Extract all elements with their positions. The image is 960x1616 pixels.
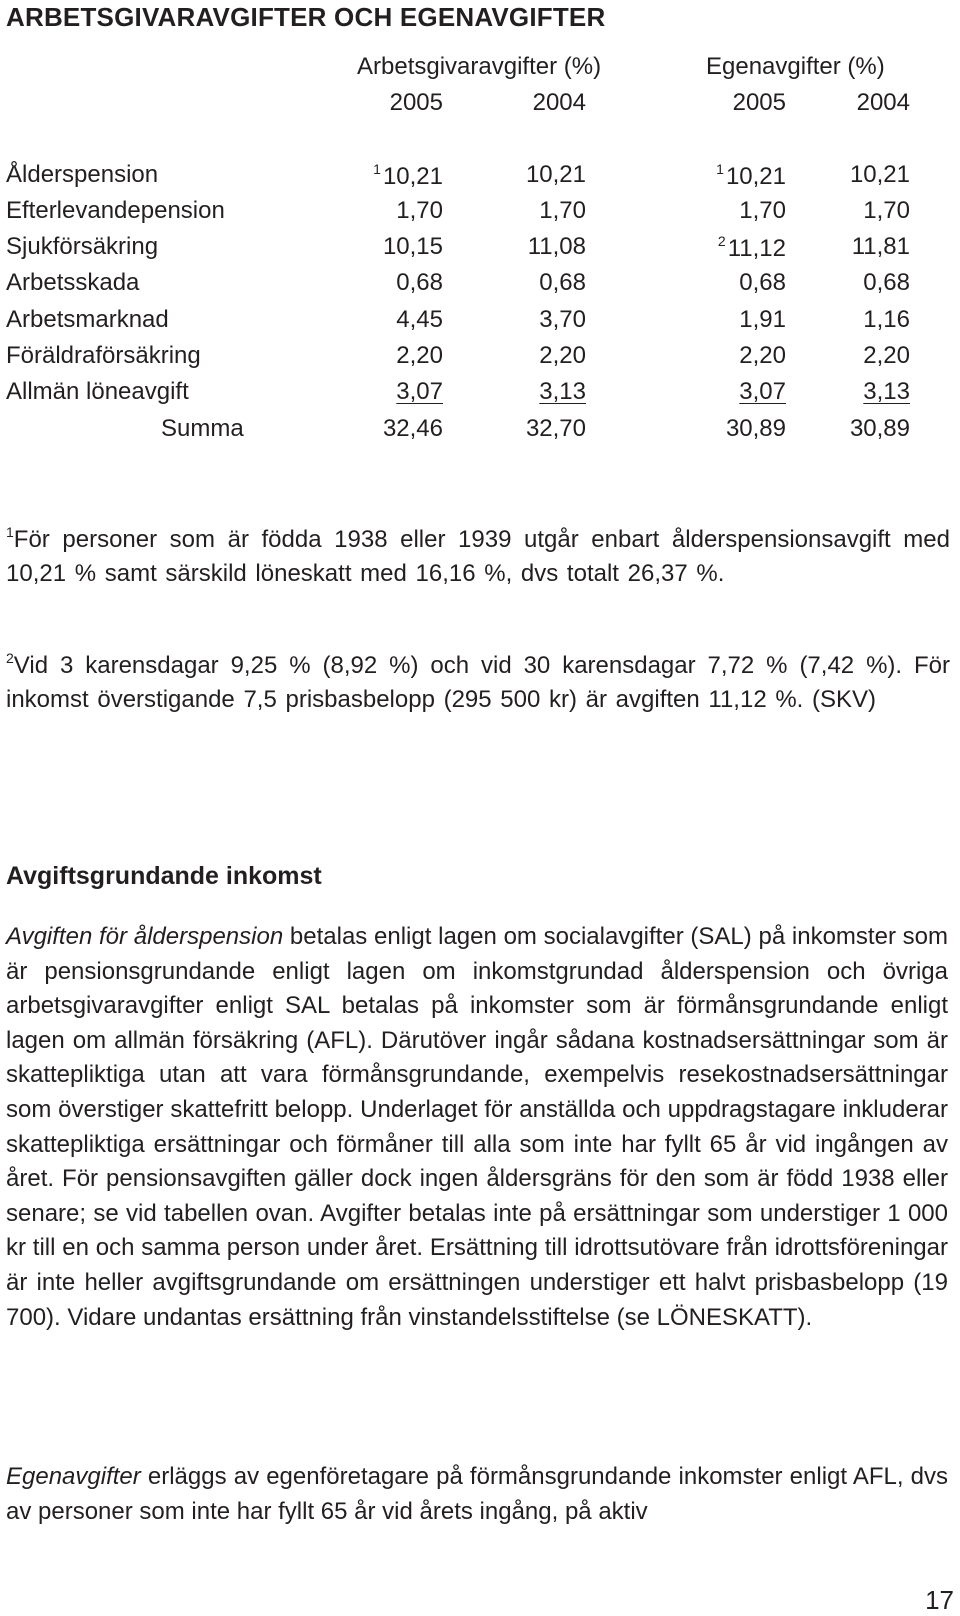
total-cell: 32,70 [525, 415, 586, 442]
value-text: 10,21 [382, 163, 443, 190]
total-cell: 30,89 [725, 415, 786, 442]
value-cell: 3,70 [539, 306, 586, 333]
row-label: Ålderspension [6, 161, 159, 188]
footnote [6, 641, 950, 717]
total-label: Summa [161, 415, 244, 442]
value-text: 10,21 [725, 163, 786, 190]
value-cell: 1,70 [539, 197, 586, 224]
year-header: 2004 [856, 89, 910, 116]
footnote-mark: 1 [716, 161, 724, 177]
row-label: Efterlevandepension [6, 197, 225, 224]
employer-contributions-header: Arbetsgivaravgifter (%) [357, 53, 602, 80]
page-number: 17 [925, 1585, 954, 1615]
value-cell: 10,15 [382, 233, 443, 260]
row-label: Sjukförsäkring [6, 233, 159, 260]
value-cell: 4,45 [396, 306, 443, 333]
value-cell: 2,20 [539, 342, 586, 369]
paragraph-lead: Avgiften för ålderspension [6, 923, 284, 950]
value-cell: 3,13 [863, 378, 910, 405]
value-cell: 11,81 [851, 233, 910, 260]
table-year-header-row [0, 89, 960, 121]
row-label: Arbetsskada [6, 269, 140, 296]
value-cell: 10,21 [849, 161, 910, 188]
value-cell: 0,68 [863, 269, 910, 296]
row-label: Arbetsmarknad [6, 306, 169, 333]
section-heading: Avgiftsgrundande inkomst [6, 862, 322, 890]
value-cell [716, 161, 786, 191]
body-paragraph [6, 920, 948, 1335]
footnote [6, 515, 950, 591]
table-group-header-row [0, 53, 960, 85]
value-cell: 0,68 [396, 269, 443, 296]
footnote-mark: 2 [6, 650, 14, 666]
table-row [0, 197, 960, 229]
footnote-text: För personer som är födda 1938 eller 1939 utgår enbart ålderspensionsavgift med 10,21 % samt särskild löneskatt med 16,16 %, dvs totalt 26,37 %. [6, 526, 950, 587]
value-cell: 1,91 [739, 306, 786, 333]
paragraph-text: erläggs av egenföretagare på förmånsgrundande inkomster enligt AFL, dvs av personer som inte har fyllt 65 år vid årets ingång, på aktiv [6, 1463, 948, 1525]
value-cell: 0,68 [739, 269, 786, 296]
table-row [0, 342, 960, 374]
value-text: 11,12 [727, 235, 786, 262]
self-employed-contributions-header: Egenavgifter (%) [706, 53, 885, 80]
value-cell: 1,70 [739, 197, 786, 224]
page-title: ARBETSGIVARAVGIFTER OCH EGENAVGIFTER [6, 2, 606, 32]
value-cell: 3,07 [739, 378, 786, 405]
table-row [0, 161, 960, 193]
table-row [0, 306, 960, 338]
total-cell: 32,46 [382, 415, 443, 442]
table-total-row [0, 415, 960, 447]
body-paragraph [6, 1460, 948, 1529]
table-row [0, 233, 960, 265]
year-header: 2004 [532, 89, 586, 116]
value-cell: 1,70 [396, 197, 443, 224]
paragraph-lead: Egenavgifter [6, 1463, 141, 1490]
total-cell: 30,89 [849, 415, 910, 442]
value-cell: 2,20 [863, 342, 910, 369]
table-row [0, 378, 960, 410]
value-cell: 0,68 [539, 269, 586, 296]
paragraph-text: betalas enligt lagen om socialavgifter (SAL) på inkomster som är pensionsgrundande enligt lagen om inkomstgrundad ålderspension och övriga arbetsgivaravgifter enligt SAL betalas på inkomster som är förmånsgrundande enligt lagen om allmän försäkring (AFL). Därutöver ingår sådana kostnadsersättningar som är skattepliktiga utan att vara förmånsgrundande, exempelvis resekostnadsersättningar som överstiger skattefritt belopp. Underlaget för anställda och uppdragstagare inkluderar skattepliktiga ersättningar och förmåner till alla som inte har fyllt 65 år vid ingången av året. För pensionsavgiften gäller dock ingen åldersgräns för den som är född 1938 eller senare; se vid tabellen ovan. Avgifter betalas inte på ersättningar som understiger 1 000 kr till en och samma person under året. Ersättning till idrottsutövare från idrottsföreningar är inte heller avgiftsgrundande om ersättningen understiger ett halvt prisbasbelopp (19 700). Vidare undantas ersättning från vinstandelsstiftelse (se LÖNESKATT). [6, 923, 948, 1331]
value-cell: 10,21 [525, 161, 586, 188]
value-cell: 3,07 [396, 378, 443, 405]
footnote-mark: 2 [717, 233, 726, 249]
table-row [0, 269, 960, 301]
value-cell: 2,20 [396, 342, 443, 369]
value-cell: 1,70 [863, 197, 910, 224]
footnote-text: Vid 3 karensdagar 9,25 % (8,92 %) och vid 30 karensdagar 7,72 % (7,42 %). För inkomst överstigande 7,5 prisbasbelopp (295 500 kr) är avgiften 11,12 %. (SKV) [6, 652, 950, 713]
footnote-mark: 1 [6, 524, 14, 540]
value-cell: 1,16 [863, 306, 910, 333]
value-cell [373, 161, 443, 191]
value-cell: 11,08 [527, 233, 586, 260]
row-label: Allmän löneavgift [6, 378, 189, 405]
year-header: 2005 [389, 89, 443, 116]
row-label: Föräldraförsäkring [6, 342, 201, 369]
value-cell: 2,20 [739, 342, 786, 369]
footnote-mark: 1 [373, 161, 381, 177]
year-header: 2005 [732, 89, 786, 116]
value-cell: 3,13 [539, 378, 586, 405]
value-cell [718, 233, 786, 263]
